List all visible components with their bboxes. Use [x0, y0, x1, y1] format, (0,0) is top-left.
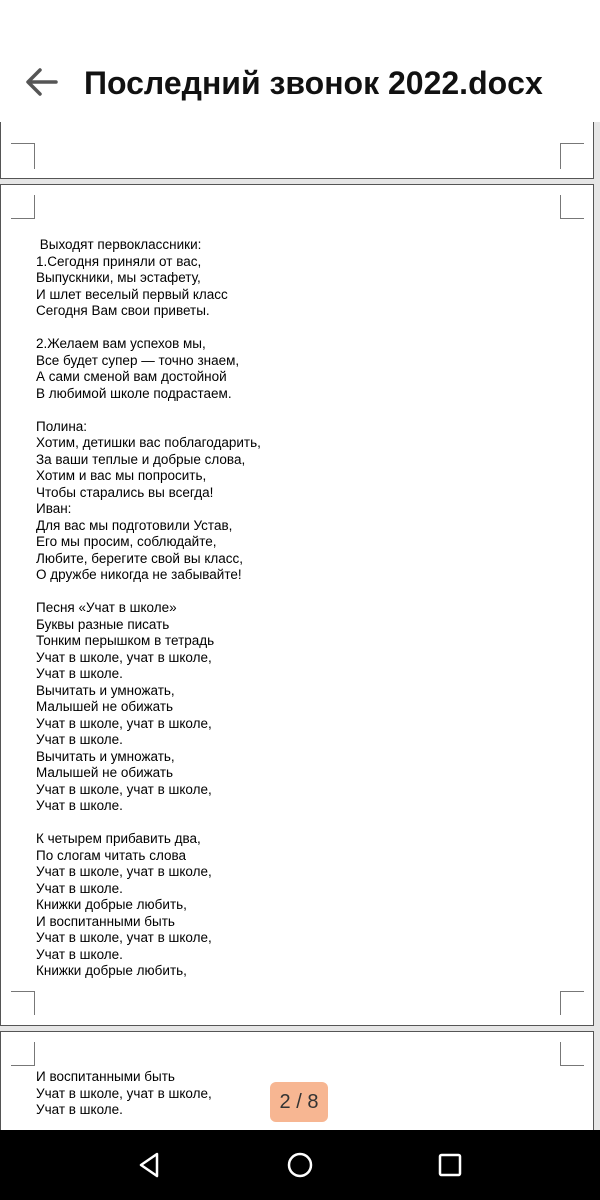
document-line: Учат в школе, учат в школе,	[36, 715, 212, 731]
document-line: Сегодня Вам свои приветы.	[36, 303, 210, 318]
document-line: 2.Желаем вам успехов мы,	[36, 336, 206, 351]
page-corner-mark	[560, 195, 584, 219]
document-line: Вычитать и умножать,	[36, 682, 175, 698]
document-line	[36, 584, 261, 601]
document-line: Выходят первоклассники:	[36, 237, 202, 252]
app-header	[0, 0, 600, 122]
document-line: Песня «Учат в школе»	[36, 600, 177, 615]
document-line: И воспитанными быть	[36, 1069, 175, 1084]
document-line: К четырем прибавить два,	[36, 831, 201, 846]
document-line: Тонким перышком в тетрадь	[36, 633, 215, 648]
document-line: А сами сменой вам достойной	[36, 369, 227, 384]
document-line: И шлет веселый первый класс	[36, 286, 228, 302]
document-line: За ваши теплые и добрые слова,	[36, 451, 246, 467]
triangle-back-icon	[135, 1150, 165, 1180]
document-line: Буквы разные писать	[36, 616, 170, 632]
document-line: Вычитать и умножать,	[36, 748, 175, 764]
page-3-text	[36, 1069, 212, 1119]
document-line: Малышей не обижать	[36, 765, 174, 780]
circle-home-icon	[285, 1150, 315, 1180]
nav-back-button[interactable]	[135, 1150, 165, 1180]
document-line: В любимой школе подрастаем.	[36, 385, 232, 401]
document-line: 1.Сегодня приняли от вас,	[36, 253, 202, 269]
document-line: Учат в школе, учат в школе,	[36, 864, 212, 879]
page-corner-mark	[11, 143, 35, 169]
document-line: Его мы просим, соблюдайте,	[36, 534, 217, 549]
document-line: Учат в школе, учат в школе,	[36, 930, 212, 945]
document-line: Полина:	[36, 418, 88, 434]
document-line: Все будет супер — точно знаем,	[36, 352, 240, 368]
document-line: Иван:	[36, 501, 72, 516]
document-line: Выпускники, мы эстафету,	[36, 270, 201, 285]
document-line: О дружбе никогда не забывайте!	[36, 567, 242, 582]
page-corner-mark	[560, 991, 584, 1015]
document-line: Для вас мы подготовили Устав,	[36, 517, 233, 533]
page-corner-mark	[11, 1042, 35, 1066]
document-title: Последний звонок 2022.docx	[84, 65, 543, 101]
document-line: Хотим, детишки вас поблагодарить,	[36, 435, 261, 450]
document-line: Учат в школе, учат в школе,	[36, 1085, 212, 1101]
document-line: Учат в школе, учат в школе,	[36, 781, 212, 797]
page-indicator: 2 / 8	[270, 1082, 328, 1122]
document-line	[36, 320, 261, 337]
document-page-1	[0, 122, 594, 179]
document-line: Хотим и вас мы попросить,	[36, 468, 207, 483]
system-navigation-bar	[0, 1130, 600, 1200]
document-line: Чтобы старались вы всегда!	[36, 484, 214, 500]
nav-recents-button[interactable]	[435, 1150, 465, 1180]
back-button[interactable]	[22, 64, 62, 100]
document-line	[36, 815, 261, 832]
document-line: Учат в школе.	[36, 1102, 123, 1117]
document-line: Малышей не обижать	[36, 699, 174, 714]
page-corner-mark	[11, 991, 35, 1015]
arrow-left-icon	[22, 64, 62, 100]
document-line: Книжки добрые любить,	[36, 963, 187, 978]
document-line: Учат в школе, учат в школе,	[36, 649, 212, 665]
page-corner-mark	[560, 143, 584, 169]
page-2-text	[36, 237, 261, 980]
document-line	[36, 402, 261, 419]
document-line: Учат в школе.	[36, 666, 123, 681]
nav-home-button[interactable]	[285, 1150, 315, 1180]
document-line: Учат в школе.	[36, 880, 123, 896]
page-corner-mark	[11, 195, 35, 219]
document-page-2	[0, 184, 594, 1026]
document-viewer[interactable]	[0, 122, 600, 1130]
square-recents-icon	[435, 1150, 465, 1180]
document-line: Учат в школе.	[36, 732, 123, 747]
document-line: Учат в школе.	[36, 946, 123, 962]
page-corner-mark	[560, 1042, 584, 1066]
document-line: Книжки добрые любить,	[36, 897, 187, 912]
document-line: По слогам читать слова	[36, 847, 187, 863]
document-line: Любите, берегите свой вы класс,	[36, 550, 244, 566]
document-line: Учат в школе.	[36, 798, 123, 813]
document-line: И воспитанными быть	[36, 913, 175, 929]
